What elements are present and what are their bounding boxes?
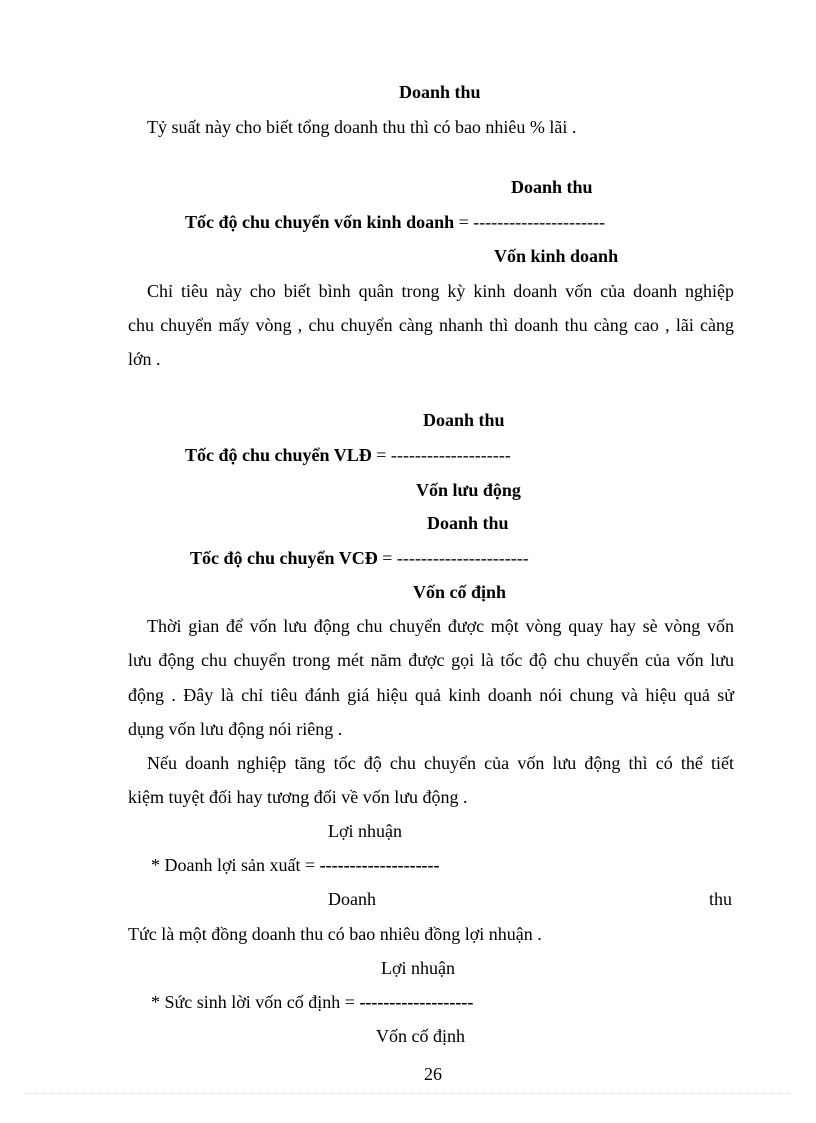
formula-3-denominator: Vốn cố định xyxy=(413,582,507,602)
formula-2-fraction-bar: = -------------------- xyxy=(371,445,511,465)
formula-3-label: Tốc độ chu chuyển VCĐ xyxy=(190,548,378,568)
formula-5-label: * Sức sinh lời vốn cố định = xyxy=(151,992,360,1012)
formula-3-fraction-bar: = ---------------------- xyxy=(377,548,529,568)
paragraph-3-line-2: kiệm tuyệt đối hay tương đối về vốn lưu động . xyxy=(128,787,468,807)
paragraph-1-line-1: Chỉ tiêu này cho biết bình quân trong kỳ kinh doanh vốn của doanh nghiệp xyxy=(147,281,734,301)
formula-1-numerator: Doanh thu xyxy=(511,177,593,197)
formula-5-fraction-bar: ------------------- xyxy=(359,992,474,1012)
formula-1-fraction-bar: = ---------------------- xyxy=(454,212,606,232)
paragraph-2-line-2: lưu động chu chuyển trong mét năm được gọi là tốc độ chu chuyển của vốn lưu xyxy=(128,650,734,670)
page-number: 26 xyxy=(424,1064,442,1084)
formula-4-label: * Doanh lợi sản xuất = xyxy=(151,855,320,875)
formula-0-denominator: Doanh thu xyxy=(399,82,481,102)
formula-4 xyxy=(151,854,440,876)
formula-3-numerator: Doanh thu xyxy=(427,513,509,533)
paragraph-1-line-3: lớn . xyxy=(128,349,161,369)
formula-3 xyxy=(190,547,529,569)
formula-5 xyxy=(151,991,473,1013)
formula-5-numerator: Lợi nhuận xyxy=(381,958,456,978)
formula-2 xyxy=(185,444,511,466)
paragraph-2-line-4: dụng vốn lưu động nói riêng . xyxy=(128,719,343,739)
paragraph-2-line-1: Thời gian để vốn lưu động chu chuyển được một vòng quay hay sè vòng vốn xyxy=(147,616,734,636)
formula-1-denominator: Vốn kinh doanh xyxy=(494,246,619,266)
paragraph-2-line-3: động . Đây là chỉ tiêu đánh giá hiệu quả kinh doanh nói chung và hiệu quả sử xyxy=(128,685,734,705)
formula-1 xyxy=(185,211,605,233)
formula-2-denominator: Vốn lưu động xyxy=(416,480,521,500)
page-bottom-divider xyxy=(26,1093,790,1094)
paragraph-1-line-2: chu chuyển mấy vòng , chu chuyển càng nhanh thì doanh thu càng cao , lãi càng xyxy=(128,315,734,335)
formula-1-label: Tốc độ chu chuyển vốn kinh doanh xyxy=(185,212,455,232)
formula-4-denominator-right: thu xyxy=(709,889,733,909)
paragraph-line: Tỷ suất này cho biết tổng doanh thu thì có bao nhiêu % lãi . xyxy=(147,117,577,137)
paragraph-4: Tức là một đồng doanh thu có bao nhiêu đồng lợi nhuận . xyxy=(128,924,542,944)
formula-4-fraction-bar: -------------------- xyxy=(319,855,440,875)
formula-5-denominator: Vốn cố định xyxy=(376,1026,465,1046)
formula-2-label: Tốc độ chu chuyển VLĐ xyxy=(185,445,372,465)
paragraph-3-line-1: Nếu doanh nghiệp tăng tốc độ chu chuyển của vốn lưu động thì có thể tiết xyxy=(147,753,734,773)
formula-4-denominator-left: Doanh xyxy=(328,889,376,909)
formula-4-numerator: Lợi nhuận xyxy=(328,821,403,841)
formula-2-numerator: Doanh thu xyxy=(423,410,505,430)
